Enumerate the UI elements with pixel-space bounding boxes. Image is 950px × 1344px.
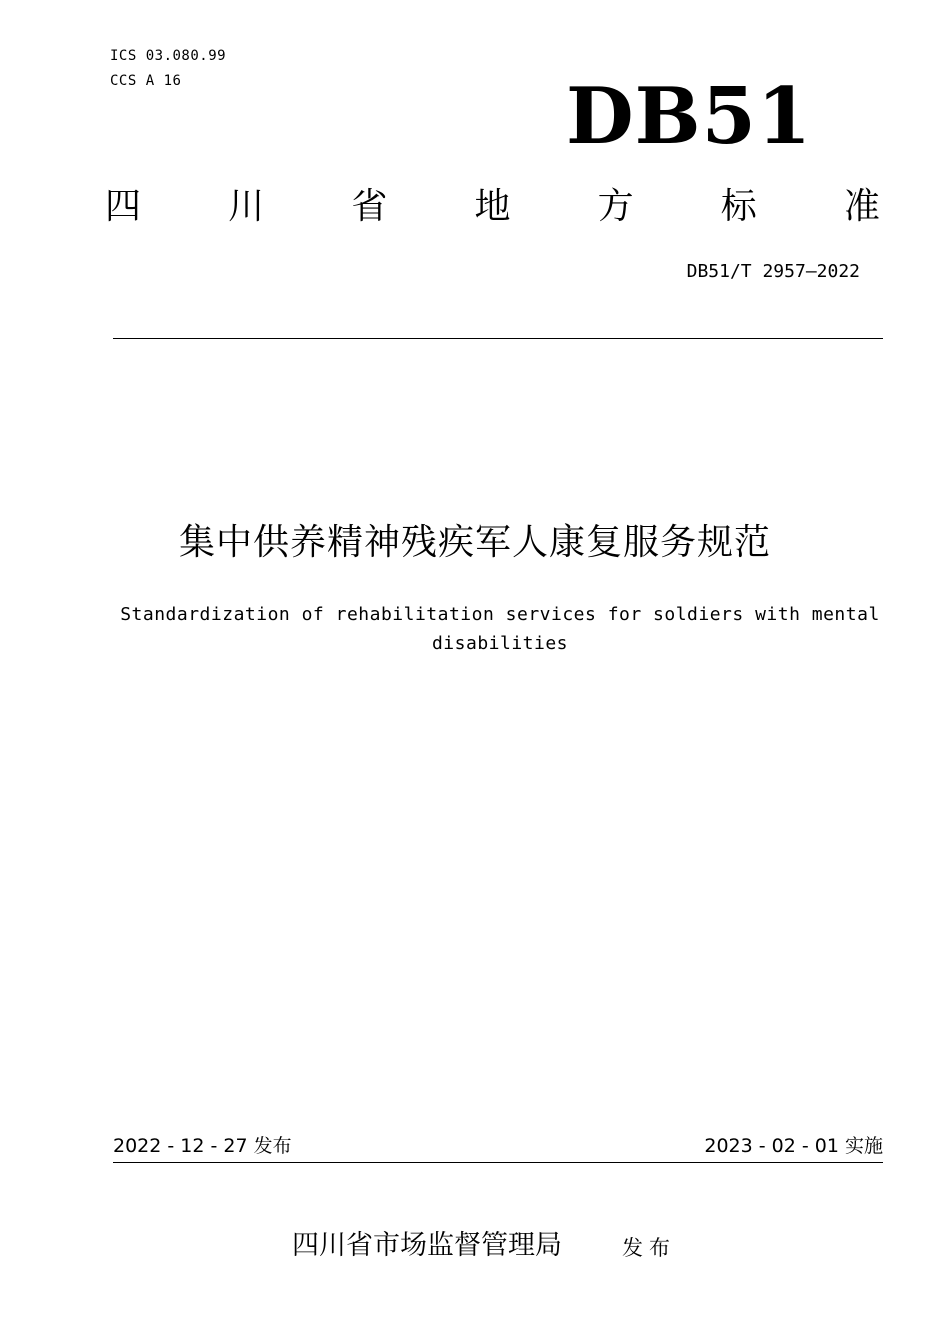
category-char: 四 xyxy=(105,186,142,227)
category-char: 地 xyxy=(474,186,511,227)
category-char: 方 xyxy=(597,186,634,227)
issue-action: 发布 xyxy=(622,1236,676,1260)
document-title-zh: 集中供养精神残疾军人康复服务规范 xyxy=(178,522,771,563)
ccs-code: CCS A 16 xyxy=(110,73,182,89)
effective-date: 2023 - 02 - 01 实施 xyxy=(704,1135,883,1157)
issue-date: 2022 - 12 - 27 发布 xyxy=(113,1135,292,1157)
category-char: 准 xyxy=(843,186,880,227)
db-logo: DB51 xyxy=(566,71,813,162)
ics-code: ICS 03.080.99 xyxy=(110,48,227,64)
top-divider xyxy=(113,338,883,339)
standard-category-title xyxy=(105,182,880,232)
standard-code: DB51/T 2957—2022 xyxy=(686,261,860,282)
category-char: 标 xyxy=(720,186,757,227)
bottom-divider xyxy=(113,1162,883,1163)
issuer-name: 四川省市场监督管理局 xyxy=(292,1230,562,1261)
document-title-en: Standardization of rehabilitation services for soldiers with mental disabilities xyxy=(120,604,880,654)
category-char: 省 xyxy=(351,186,388,227)
category-char: 川 xyxy=(228,186,265,227)
